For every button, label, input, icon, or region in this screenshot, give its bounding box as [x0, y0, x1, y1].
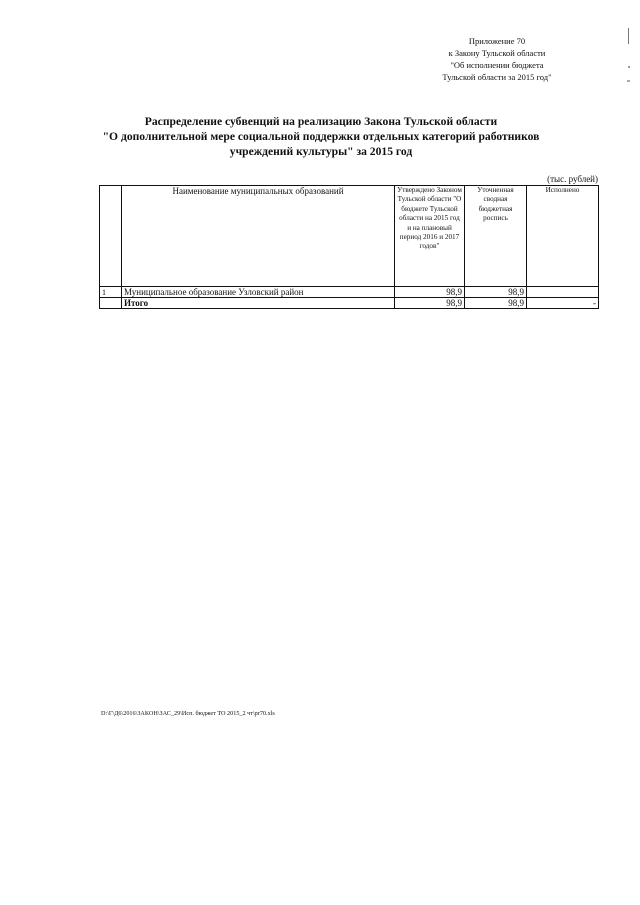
header-revised: Уточненная сводная бюджетная роспись	[465, 186, 527, 287]
scan-edge-mark	[628, 28, 629, 44]
header-approved: Утверждено Законом Тульской области "О бюджете Тульской области на 2015 год и на плановый период 2016 и 2017 годов"	[395, 186, 465, 287]
total-num	[100, 298, 122, 309]
appendix-line: "Об исполнении бюджета	[450, 60, 544, 70]
total-executed: -	[527, 298, 599, 309]
header-executed: Исполнено	[527, 186, 599, 287]
total-name: Итого	[122, 298, 395, 309]
title-line: "О дополнительной мере социальной поддержки отдельных категорий работников	[102, 130, 540, 143]
total-revised: 98,9	[465, 298, 527, 309]
appendix-line: Тульской области за 2015 год"	[442, 72, 552, 82]
header-municipality-name: Наименование муниципальных образований	[122, 186, 395, 287]
document-title	[80, 114, 562, 159]
row-num: 1	[100, 287, 122, 298]
table-total-row	[100, 298, 599, 309]
row-revised: 98,9	[465, 287, 527, 298]
scan-edge-dot	[627, 80, 630, 82]
table-row	[100, 287, 599, 298]
scan-edge-dot	[628, 66, 630, 68]
row-name: Муниципальное образование Узловский район	[122, 287, 395, 298]
file-path-footer: D:\Г\Д6\2016\ЗАКОН\ЗАС_29\Исп. бюджет ТО 2015_2 чт\pr70.xls	[101, 710, 275, 717]
table-header-row	[100, 186, 599, 287]
appendix-line: Приложение 70	[468, 36, 526, 46]
title-line: учреждений культуры" за 2015 год	[229, 145, 413, 158]
distribution-table	[99, 185, 599, 309]
total-approved: 98,9	[395, 298, 465, 309]
row-executed	[527, 287, 599, 298]
appendix-block	[412, 35, 582, 83]
header-num	[100, 186, 122, 287]
row-approved: 98,9	[395, 287, 465, 298]
title-line: Распределение субвенций на реализацию Закона Тульской области	[144, 115, 498, 128]
appendix-line: к Закону Тульской области	[448, 48, 546, 58]
units-label: (тыс. рублей)	[547, 174, 598, 184]
